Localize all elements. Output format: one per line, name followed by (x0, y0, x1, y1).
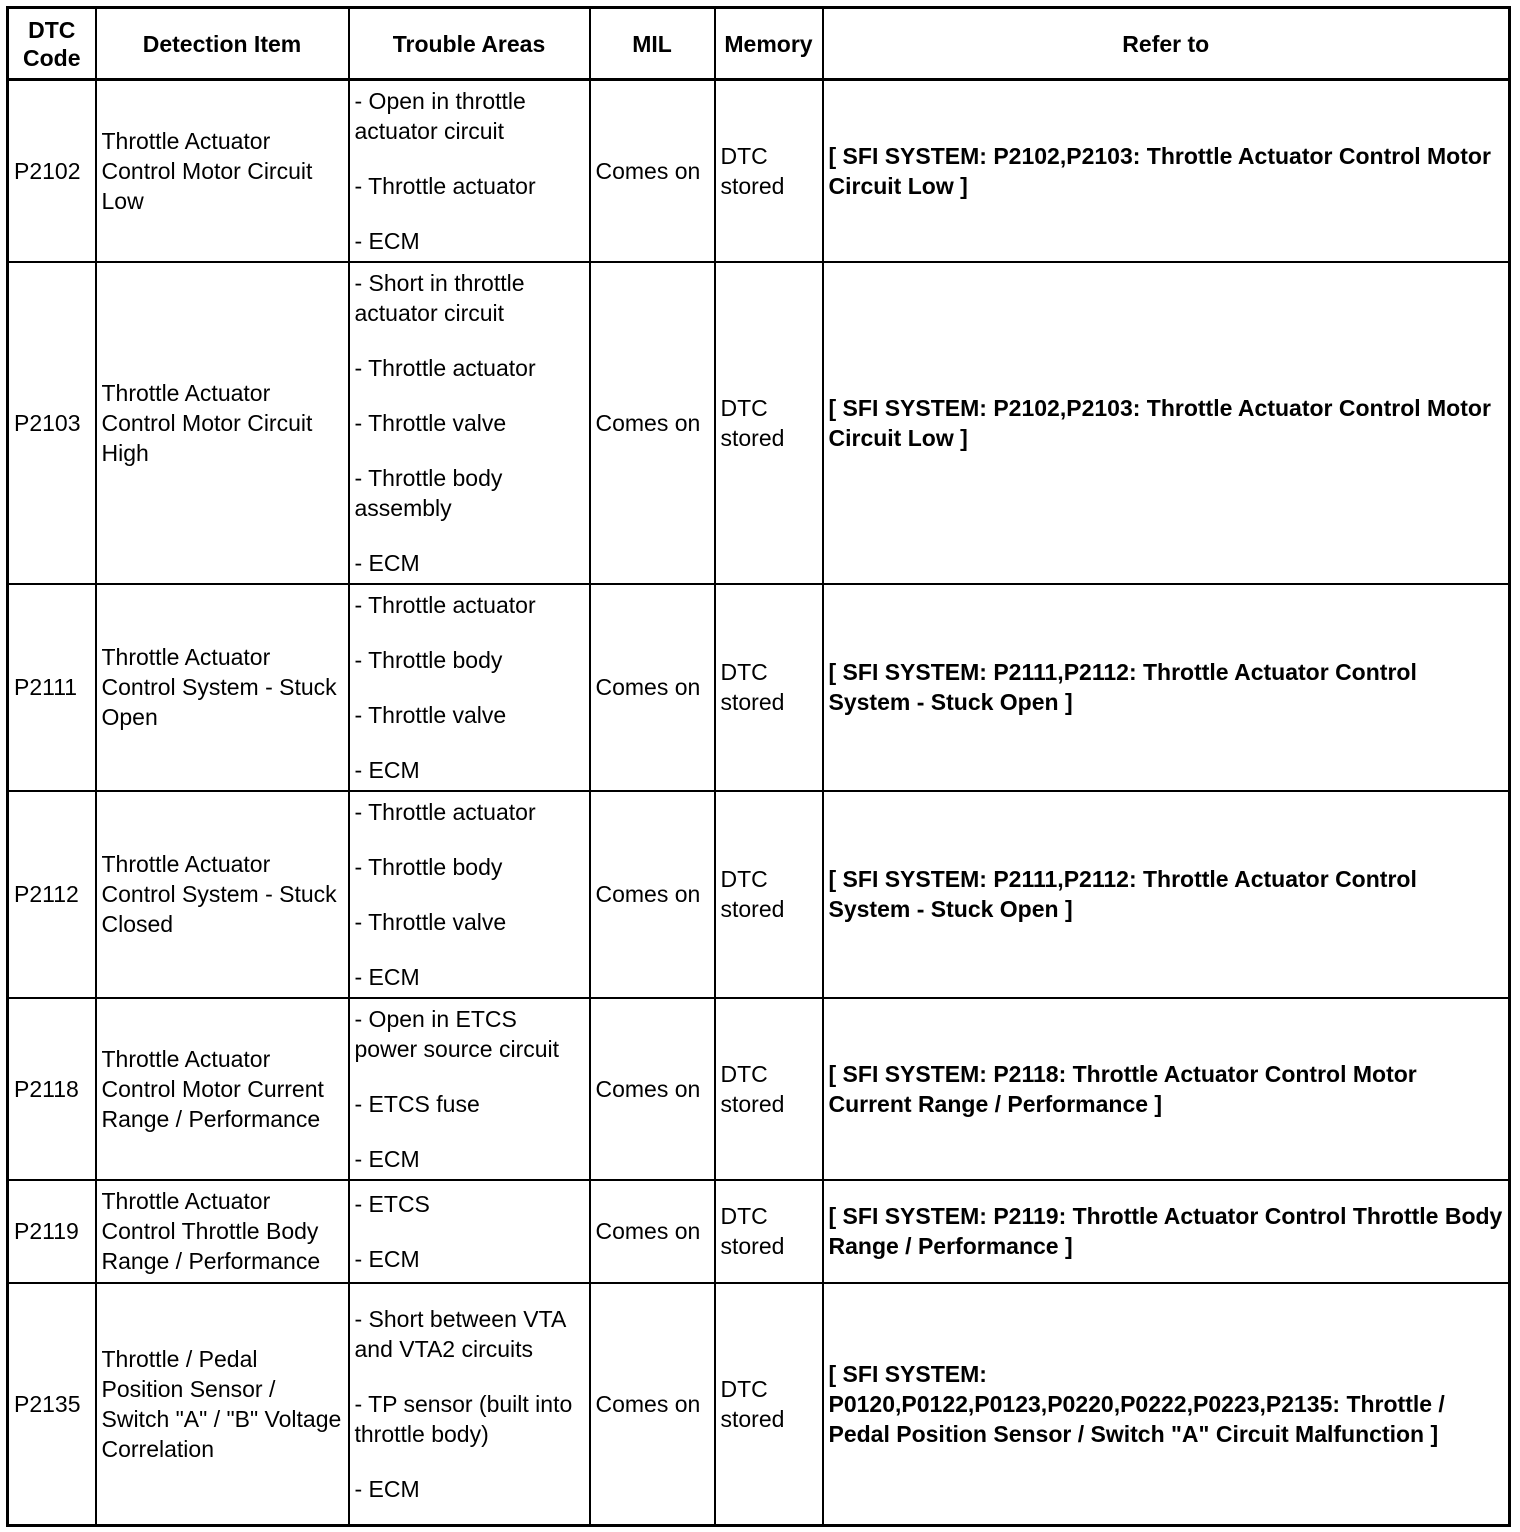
trouble-areas (349, 1180, 590, 1283)
memory-status: DTC stored (715, 80, 823, 262)
refer-to-link[interactable]: [ SFI SYSTEM: P0120,P0122,P0123,P0220,P0222,P0223,P2135: Throttle / Pedal Position Sensor / Switch "A" Circuit Malfunction ] (823, 1283, 1510, 1526)
trouble-areas (349, 584, 590, 791)
dtc-code: P2112 (8, 791, 96, 998)
header-row (8, 8, 1510, 80)
mil-status: Comes on (590, 584, 715, 791)
trouble-areas (349, 791, 590, 998)
detection-item: Throttle Actuator Control Throttle Body Range / Performance (96, 1180, 349, 1283)
detection-item: Throttle Actuator Control System - Stuck Closed (96, 791, 349, 998)
refer-to-link[interactable]: [ SFI SYSTEM: P2118: Throttle Actuator Control Motor Current Range / Performance ] (823, 998, 1510, 1180)
trouble-area-item: - Throttle body (354, 853, 503, 880)
trouble-areas (349, 1283, 590, 1526)
table-row (8, 262, 1510, 584)
refer-to-link[interactable]: [ SFI SYSTEM: P2119: Throttle Actuator Control Throttle Body Range / Performance ] (823, 1180, 1510, 1283)
memory-status: DTC stored (715, 791, 823, 998)
trouble-area-item: - Throttle valve (354, 701, 507, 728)
trouble-area-item: - Open in ETCS power source circuit (354, 1005, 560, 1062)
trouble-area-item: - ECM (354, 963, 420, 990)
header-refer-to: Refer to (823, 8, 1510, 80)
trouble-area-item: - ECM (354, 1145, 420, 1172)
table-row (8, 998, 1510, 1180)
trouble-areas (349, 998, 590, 1180)
table-row (8, 1180, 1510, 1283)
trouble-area-item: - Throttle valve (354, 409, 507, 436)
trouble-area-item: - Throttle valve (354, 908, 507, 935)
mil-status: Comes on (590, 1283, 715, 1526)
memory-status: DTC stored (715, 584, 823, 791)
mil-status: Comes on (590, 80, 715, 262)
table-row (8, 791, 1510, 998)
trouble-area-item: - ECM (354, 549, 420, 576)
dtc-code: P2119 (8, 1180, 96, 1283)
trouble-area-item: - ECM (354, 756, 420, 783)
trouble-area-item: - Throttle actuator (354, 172, 536, 199)
table-row (8, 584, 1510, 791)
detection-item: Throttle Actuator Control System - Stuck Open (96, 584, 349, 791)
trouble-areas (349, 80, 590, 262)
trouble-area-item: - Throttle actuator (354, 591, 536, 618)
trouble-area-item: - ECM (354, 1475, 420, 1502)
memory-status: DTC stored (715, 998, 823, 1180)
trouble-area-item: - TP sensor (built into throttle body) (354, 1390, 573, 1447)
trouble-area-item: - Short between VTA and VTA2 circuits (354, 1305, 566, 1362)
trouble-area-item: - Throttle actuator (354, 798, 536, 825)
table-row (8, 1283, 1510, 1526)
detection-item: Throttle Actuator Control Motor Current Range / Performance (96, 998, 349, 1180)
trouble-area-item: - Throttle body (354, 646, 503, 673)
detection-item: Throttle Actuator Control Motor Circuit High (96, 262, 349, 584)
dtc-code: P2135 (8, 1283, 96, 1526)
dtc-code: P2102 (8, 80, 96, 262)
trouble-area-item: - Short in throttle actuator circuit (354, 269, 525, 326)
header-mil: MIL (590, 8, 715, 80)
trouble-area-item: - ETCS (354, 1190, 430, 1217)
memory-status: DTC stored (715, 1180, 823, 1283)
table-row (8, 80, 1510, 262)
dtc-code: P2103 (8, 262, 96, 584)
trouble-area-item: - ECM (354, 227, 420, 254)
refer-to-link[interactable]: [ SFI SYSTEM: P2111,P2112: Throttle Actuator Control System - Stuck Open ] (823, 584, 1510, 791)
dtc-table (6, 6, 1511, 1527)
memory-status: DTC stored (715, 1283, 823, 1526)
trouble-area-item: - ETCS fuse (354, 1090, 480, 1117)
trouble-areas (349, 262, 590, 584)
trouble-area-item: - ECM (354, 1245, 420, 1272)
refer-to-link[interactable]: [ SFI SYSTEM: P2111,P2112: Throttle Actuator Control System - Stuck Open ] (823, 791, 1510, 998)
trouble-area-item: - Throttle body assembly (354, 464, 503, 521)
memory-status: DTC stored (715, 262, 823, 584)
header-dtc-code: DTC Code (8, 8, 96, 80)
mil-status: Comes on (590, 262, 715, 584)
refer-to-link[interactable]: [ SFI SYSTEM: P2102,P2103: Throttle Actuator Control Motor Circuit Low ] (823, 262, 1510, 584)
header-detection-item: Detection Item (96, 8, 349, 80)
refer-to-link[interactable]: [ SFI SYSTEM: P2102,P2103: Throttle Actuator Control Motor Circuit Low ] (823, 80, 1510, 262)
trouble-area-item: - Throttle actuator (354, 354, 536, 381)
header-trouble-areas: Trouble Areas (349, 8, 590, 80)
mil-status: Comes on (590, 998, 715, 1180)
header-memory: Memory (715, 8, 823, 80)
mil-status: Comes on (590, 1180, 715, 1283)
detection-item: Throttle / Pedal Position Sensor / Switch "A" / "B" Voltage Correlation (96, 1283, 349, 1526)
dtc-code: P2118 (8, 998, 96, 1180)
mil-status: Comes on (590, 791, 715, 998)
dtc-code: P2111 (8, 584, 96, 791)
detection-item: Throttle Actuator Control Motor Circuit Low (96, 80, 349, 262)
trouble-area-item: - Open in throttle actuator circuit (354, 87, 526, 144)
